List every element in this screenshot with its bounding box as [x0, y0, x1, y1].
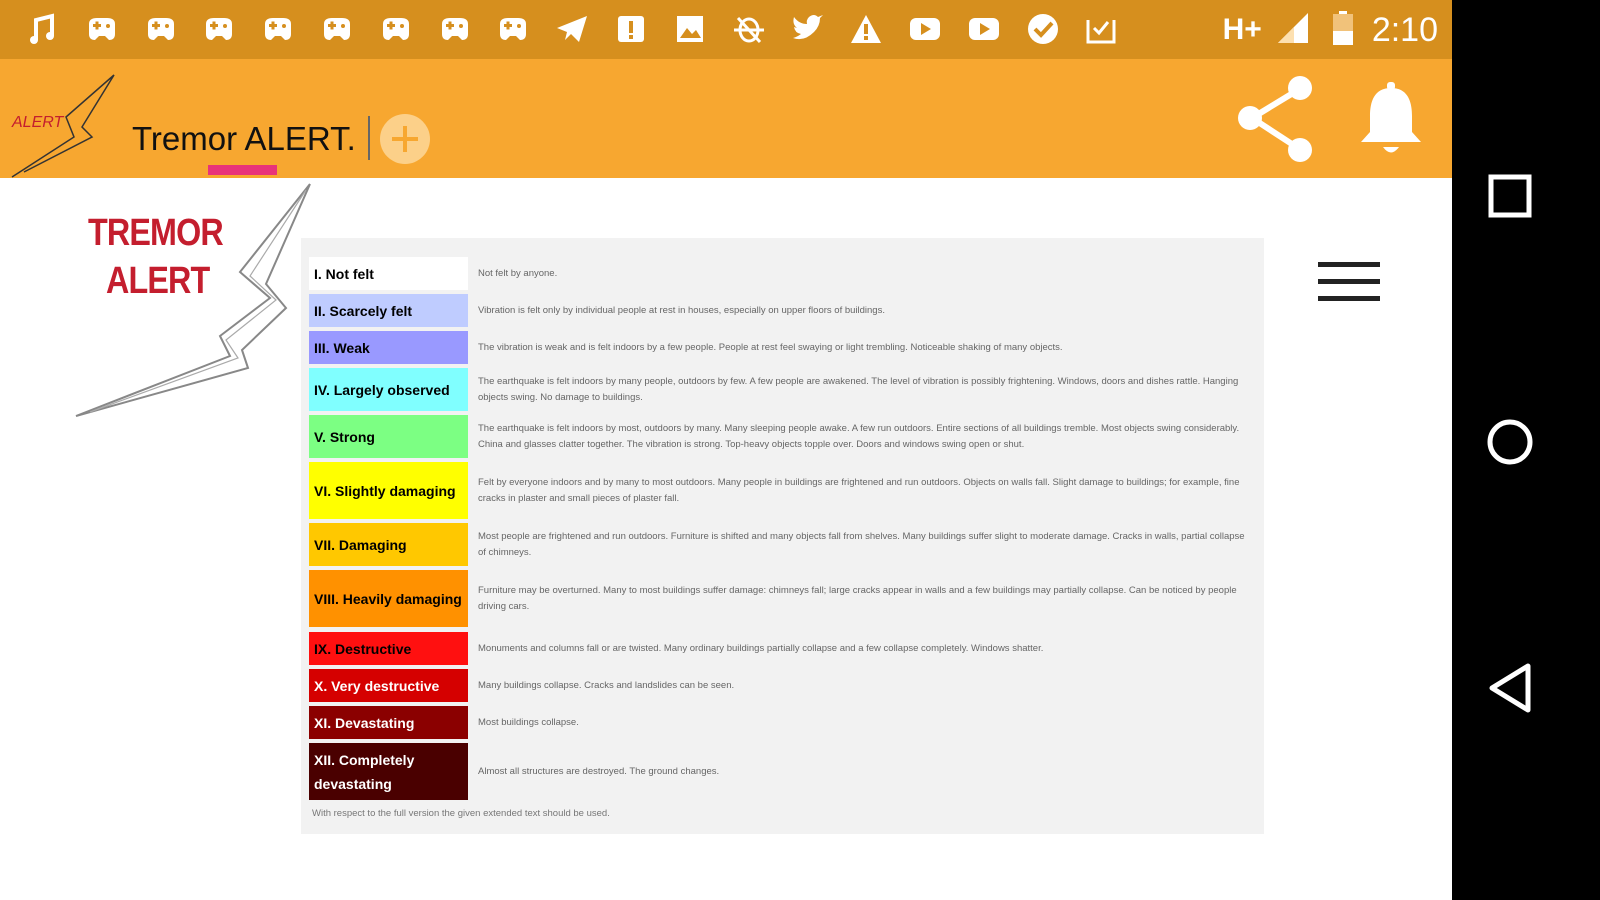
intensity-level-cell: IX. Destructive — [309, 632, 468, 665]
intensity-level-cell: III. Weak — [309, 331, 468, 364]
music-note-icon — [26, 12, 60, 46]
intensity-level-cell: II. Scarcely felt — [309, 294, 468, 327]
status-right — [1223, 8, 1438, 52]
app-logo-icon — [4, 67, 124, 179]
youtube-icon — [967, 12, 1001, 46]
intensity-description-cell: Most people are frightened and run outdoors. Furniture is shifted and many objects fall from shelves. Many buildings suffer slight to moderate damage. Cracks in walls, partial collapse of chimneys. — [478, 530, 1245, 558]
intensity-level-cell: VI. Slightly damaging — [309, 462, 468, 519]
back-button[interactable] — [1484, 662, 1536, 714]
app-title[interactable]: Tremor ALERT. — [132, 120, 356, 157]
logo-text-line2: ALERT — [106, 260, 210, 302]
bell-icon — [1356, 80, 1426, 158]
intensity-description-cell: Not felt by anyone. — [478, 267, 558, 279]
intensity-level-cell: VIII. Heavily damaging — [309, 570, 468, 627]
game-controller-icon — [202, 12, 236, 46]
game-controller-icon — [438, 12, 472, 46]
intensity-description-cell: Furniture may be overturned. Many to most buildings suffer damage: chimneys fall; large cracks appear in walls and a few buildings may partially collapse. Can be noticed by people driving cars. — [478, 584, 1237, 612]
twitter-icon — [790, 12, 824, 46]
intensity-level-cell: I. Not felt — [309, 257, 468, 290]
share-button[interactable] — [1234, 74, 1318, 164]
intensity-level-cell: XII. Completely devastating — [309, 743, 468, 800]
signal-icon — [1276, 11, 1310, 50]
check-circle-icon — [1026, 12, 1060, 46]
intensity-level-cell: IV. Largely observed — [309, 368, 468, 411]
active-tab-indicator — [208, 165, 277, 175]
notifications-button[interactable] — [1356, 80, 1426, 158]
intensity-description-cell: Vibration is felt only by individual people at rest in houses, especially on upper floors of buildings. — [478, 304, 885, 316]
warning-icon — [849, 12, 883, 46]
intensity-description-cell: Felt by everyone indoors and by many to most outdoors. Many people in buildings are frightened and run outdoors. Objects on walls fall. Slight damage to buildings; for example, fine cracks in plaster and small pieces of plaster fall. — [478, 476, 1240, 504]
intensity-description-cell: Almost all structures are destroyed. The ground changes. — [478, 765, 720, 777]
intensity-level-cell: XI. Devastating — [309, 706, 468, 739]
intensity-description-cell: Most buildings collapse. — [478, 716, 579, 728]
youtube-icon — [908, 12, 942, 46]
image-icon — [673, 12, 707, 46]
footnote: With respect to the full version the given extended text should be used. — [312, 808, 610, 819]
circle-icon — [1484, 416, 1536, 468]
add-tab-button[interactable] — [380, 114, 430, 164]
inbox-check-icon — [1084, 12, 1118, 46]
menu-icon — [1318, 262, 1380, 267]
clock: 2:10 — [1371, 10, 1438, 49]
square-icon — [1484, 170, 1536, 222]
intensity-level-cell: VII. Damaging — [309, 523, 468, 566]
game-controller-icon — [144, 12, 178, 46]
menu-button[interactable] — [1318, 262, 1380, 302]
intensity-level-cell: V. Strong — [309, 415, 468, 458]
logo-text-line1: TREMOR — [88, 212, 223, 254]
intensity-description-cell: Many buildings collapse. Cracks and landslides can be seen. — [478, 679, 735, 691]
battery-icon — [1332, 11, 1354, 50]
game-controller-icon — [261, 12, 295, 46]
network-type: H+ — [1222, 13, 1262, 46]
alert-box-icon — [614, 12, 648, 46]
recent-apps-button[interactable] — [1484, 170, 1536, 222]
app-logo-text: ALERT — [12, 114, 64, 131]
intensity-description-cell: The vibration is weak and is felt indoors by a few people. People at rest feel swaying or light trembling. Noticeable shaking of many objects. — [478, 341, 1063, 353]
bug-icon — [732, 12, 766, 46]
game-controller-icon — [496, 12, 530, 46]
intensity-description-cell: Monuments and columns fall or are twisted. Many ordinary buildings partially collapse and a few collapse completely. Windows shatter. — [478, 642, 1044, 654]
back-triangle-icon — [1484, 662, 1536, 714]
game-controller-icon — [379, 12, 413, 46]
intensity-description-cell: The earthquake is felt indoors by many people, outdoors by few. A few people are awakened. The level of vibration is possibly frightening. Windows, doors and dishes rattle. Hanging objects swing. No damage to buildings. — [478, 375, 1239, 403]
status-bar — [0, 0, 1452, 59]
plus-icon — [380, 114, 430, 164]
telegram-icon — [555, 12, 589, 46]
intensity-level-cell: X. Very destructive — [309, 669, 468, 702]
home-button[interactable] — [1484, 416, 1536, 468]
title-divider — [368, 116, 370, 160]
game-controller-icon — [320, 12, 354, 46]
game-controller-icon — [85, 12, 119, 46]
intensity-description-cell: The earthquake is felt indoors by most, outdoors by many. Many sleeping people awake. A few run outdoors. Entire sections of all buildings tremble. Most objects swing considerably. China and glasses clatter together. The vibration is strong. Top-heavy objects topple over. Doors and windows swing open or shut. — [478, 422, 1240, 450]
share-icon — [1234, 74, 1318, 164]
